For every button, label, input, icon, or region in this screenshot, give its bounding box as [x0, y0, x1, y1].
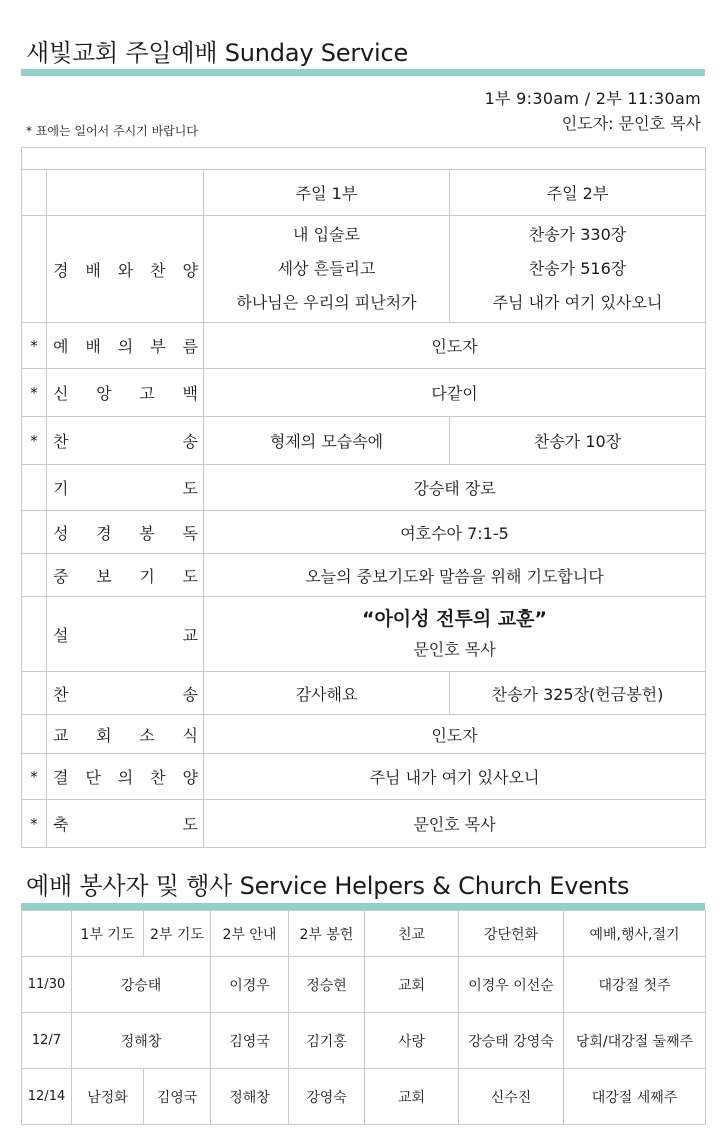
header-offering: 2부 봉헌: [289, 911, 365, 957]
offering-cell: 강영숙: [289, 1069, 365, 1125]
order-item-char: 기: [53, 479, 69, 498]
order-item-char: 보: [96, 566, 112, 586]
date-cell: 12/14: [22, 1069, 72, 1125]
order-item-char: 단: [85, 768, 101, 787]
song: 내 입술로: [293, 225, 360, 244]
order-item-char: 의: [117, 768, 134, 787]
fellowship-cell: 사랑: [365, 1013, 459, 1069]
standing-marker: [22, 511, 47, 554]
flowers-cell: 신수진: [459, 1069, 564, 1125]
helpers-divider: [21, 903, 705, 910]
spacer-cell: [22, 148, 706, 170]
fellowship-cell: 교회: [365, 1069, 459, 1125]
table-row: [22, 554, 706, 597]
table-spacer-row: [22, 148, 706, 170]
order-item-char: 름: [182, 337, 198, 356]
fellowship-cell: 교회: [365, 957, 459, 1013]
worship-order-table: [21, 147, 706, 848]
header-prayer2: 2부 기도: [144, 911, 211, 957]
helpers-header-row: [22, 911, 706, 957]
order-item: [47, 554, 204, 597]
order-item-char: 찬: [150, 260, 166, 280]
usher-cell: 이경우: [211, 957, 289, 1013]
sermon-preacher: 문인호 목사: [413, 640, 496, 659]
order-item-char: 부: [150, 337, 166, 356]
table-row: [22, 323, 706, 369]
order-detail: 인도자: [204, 715, 706, 754]
order-item: [47, 597, 204, 672]
order-item-char: 교: [53, 725, 69, 745]
scripture-reading: 여호수아 7:1-5: [204, 511, 706, 554]
table-row: [22, 465, 706, 511]
standing-marker: *: [22, 323, 47, 369]
order-item: [47, 754, 204, 800]
order-item: [47, 369, 204, 417]
song: 찬송가 330장: [528, 225, 627, 244]
table-row: [22, 672, 706, 715]
order-item-char: 예: [53, 337, 69, 356]
service1-detail: 형제의 모습속에: [204, 417, 450, 465]
header-flowers: 강단헌화: [459, 911, 564, 957]
order-item: [47, 511, 204, 554]
flowers-cell: 강승태 강영숙: [459, 1013, 564, 1069]
service2-detail: 찬송가 325장(헌금봉헌): [450, 672, 706, 715]
order-item-char: 봉: [139, 523, 155, 543]
header-usher: 2부 안내: [211, 911, 289, 957]
standing-marker: [22, 554, 47, 597]
order-item-char: 배: [85, 337, 101, 356]
table-row: [22, 511, 706, 554]
order-item-char: 성: [53, 523, 69, 543]
order-item-char: 송: [182, 432, 198, 451]
usher-cell: 김영국: [211, 1013, 289, 1069]
order-detail: 주님 내가 여기 있사오니: [204, 754, 706, 800]
blank-cell: [22, 170, 47, 216]
event-cell: 대강절 첫주: [564, 957, 706, 1013]
order-item: [47, 323, 204, 369]
table-row: [22, 369, 706, 417]
offering-cell: 정승현: [289, 957, 365, 1013]
prayer1-cell: 남정화: [72, 1069, 144, 1125]
order-item-char: 경: [53, 260, 69, 280]
header-fellowship: 친교: [365, 911, 459, 957]
title-divider: [21, 69, 705, 76]
table-header-row: [22, 170, 706, 216]
song: 주님 내가 여기 있사오니: [492, 293, 663, 312]
order-item-char: 중: [53, 566, 69, 586]
prayer-cell: 강승태: [72, 957, 211, 1013]
order-item-char: 신: [53, 384, 69, 403]
flowers-cell: 이경우 이선순: [459, 957, 564, 1013]
service-times: 1부 9:30am / 2부 11:30am: [484, 89, 701, 108]
sermon-title: “아이성 전투의 교훈”: [361, 608, 548, 630]
order-item-char: 식: [182, 725, 198, 745]
song: 세상 흔들리고: [277, 259, 376, 278]
order-item-char: 찬: [53, 432, 69, 451]
service2-detail: 찬송가 10장: [450, 417, 706, 465]
blank-cell: [47, 170, 204, 216]
order-item-char: 독: [182, 523, 198, 543]
standing-marker: [22, 597, 47, 672]
order-item-char: 앙: [96, 384, 112, 403]
order-item-char: 기: [139, 566, 155, 586]
service1-songs: [204, 216, 450, 323]
service1-detail: 감사해요: [204, 672, 450, 715]
table-row: [22, 715, 706, 754]
order-detail: 다같이: [204, 369, 706, 417]
order-detail: 강승태 장로: [204, 465, 706, 511]
order-item-char: 설: [53, 625, 69, 645]
prayer-cell: 정해창: [72, 1013, 211, 1069]
song: 찬송가 516장: [528, 259, 627, 278]
order-item-char: 찬: [53, 684, 69, 704]
order-item-char: 도: [182, 566, 198, 586]
order-item-char: 송: [182, 684, 198, 704]
table-row: [22, 1069, 706, 1125]
table-row: [22, 597, 706, 672]
order-item-char: 고: [139, 384, 155, 403]
sermon: [204, 597, 706, 672]
order-item: [47, 715, 204, 754]
col-service2: 주일 2부: [450, 170, 706, 216]
event-cell: 대강절 세째주: [564, 1069, 706, 1125]
blank-cell: [22, 911, 72, 957]
table-row: [22, 1013, 706, 1069]
date-cell: 11/30: [22, 957, 72, 1013]
order-item-char: 찬: [150, 768, 166, 787]
table-row: [22, 216, 706, 323]
order-item: [47, 672, 204, 715]
order-item: [47, 417, 204, 465]
order-item-char: 소: [139, 725, 155, 745]
helpers-table: [21, 910, 706, 1125]
helpers-title: 예배 봉사자 및 행사 Service Helpers & Church Events: [26, 872, 630, 900]
order-item-char: 양: [182, 768, 198, 787]
order-detail: 오늘의 중보기도와 말씀을 위해 기도합니다: [204, 554, 706, 597]
order-item-char: 축: [53, 815, 69, 834]
standing-marker: [22, 715, 47, 754]
table-row: [22, 417, 706, 465]
header-prayer1: 1부 기도: [72, 911, 144, 957]
order-item-char: 백: [182, 384, 198, 403]
standing-marker: *: [22, 369, 47, 417]
date-cell: 12/7: [22, 1013, 72, 1069]
order-item: [47, 465, 204, 511]
standing-marker: *: [22, 754, 47, 800]
order-item-char: 양: [182, 260, 198, 280]
standing-marker: [22, 465, 47, 511]
table-row: [22, 957, 706, 1013]
header-event: 예배,행사,절기: [564, 911, 706, 957]
standing-marker: [22, 672, 47, 715]
order-item: [47, 216, 204, 323]
service2-songs: [450, 216, 706, 323]
prayer2-cell: 김영국: [144, 1069, 211, 1125]
standing-note: * 표에는 일어서 주시기 바랍니다: [26, 124, 198, 138]
order-item-char: 경: [96, 523, 112, 543]
order-detail: 문인호 목사: [204, 800, 706, 848]
usher-cell: 정해창: [211, 1069, 289, 1125]
bulletin-title: 새빛교회 주일예배 Sunday Service: [26, 39, 409, 67]
standing-marker: *: [22, 417, 47, 465]
song: 하나님은 우리의 피난처가: [236, 293, 417, 312]
standing-marker: [22, 216, 47, 323]
order-item: [47, 800, 204, 848]
order-item-char: 결: [53, 768, 69, 787]
order-item-char: 회: [96, 725, 112, 745]
col-service1: 주일 1부: [204, 170, 450, 216]
order-item-char: 교: [182, 625, 198, 645]
standing-marker: *: [22, 800, 47, 848]
order-item-char: 의: [117, 337, 134, 356]
order-item-char: 와: [117, 260, 134, 280]
offering-cell: 김기홍: [289, 1013, 365, 1069]
table-row: [22, 800, 706, 848]
order-item-char: 도: [182, 479, 198, 498]
table-row: [22, 754, 706, 800]
order-item-char: 도: [182, 815, 198, 834]
order-detail: 인도자: [204, 323, 706, 369]
worship-leader: 인도자: 문인호 목사: [561, 114, 701, 133]
order-item-char: 배: [85, 260, 101, 280]
event-cell: 당회/대강절 둘째주: [564, 1013, 706, 1069]
